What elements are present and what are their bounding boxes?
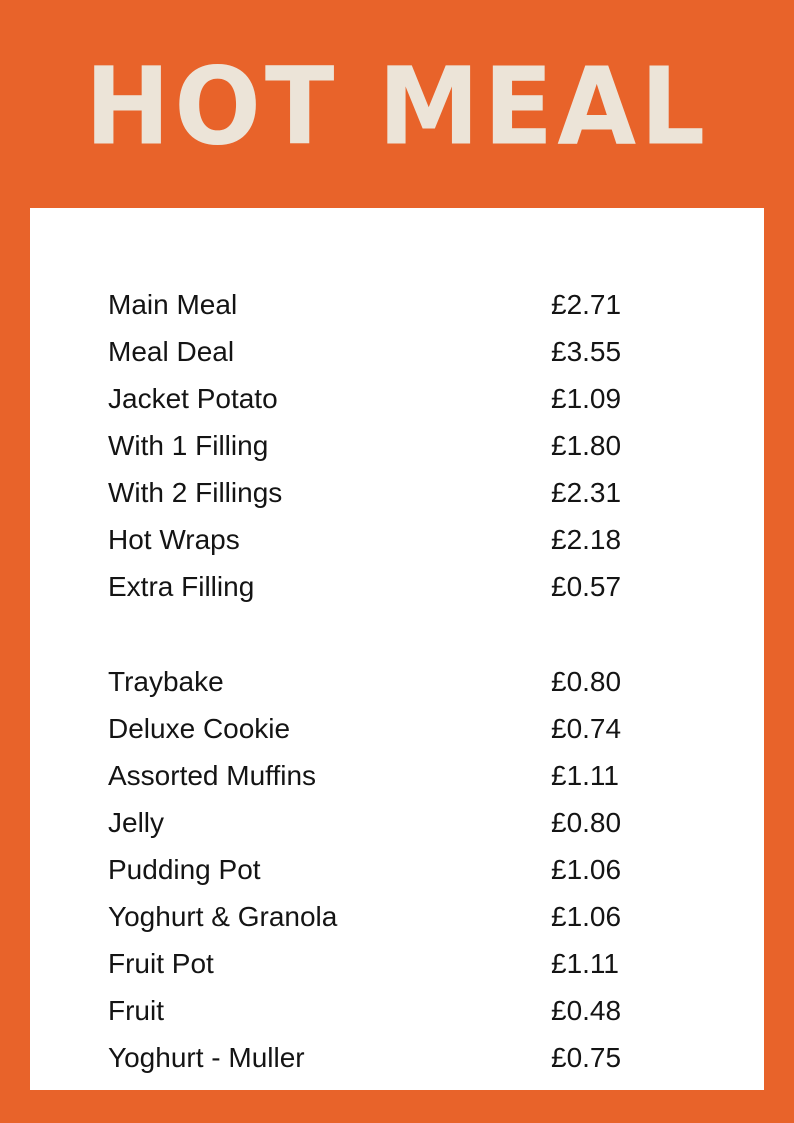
menu-item [108,853,648,900]
menu-item [108,1041,648,1088]
item-name: Fruit [108,995,164,1026]
item-price: £0.75 [551,1042,622,1073]
menu-panel [30,208,764,1090]
menu-item [108,288,648,335]
item-name: Main Meal [108,289,238,320]
item-price: £1.80 [551,430,622,461]
item-price: £0.57 [551,571,622,602]
item-name: Fruit Pot [108,948,214,979]
item-name: Jacket Potato [108,383,278,414]
menu-item [108,382,648,429]
item-price: £2.71 [551,289,622,320]
item-price: £1.06 [551,901,622,932]
item-name: With 2 Fillings [108,477,283,508]
item-price: £0.80 [551,666,622,697]
item-name: With 1 Filling [108,430,269,461]
item-price: £2.18 [551,524,622,555]
item-price: £1.11 [551,948,619,979]
menu-item [108,900,648,947]
menu-item [108,429,648,476]
menu-item [108,476,648,523]
item-price: £1.09 [551,383,622,414]
item-price: £0.74 [551,713,622,744]
page-title: HOT MEAL [84,45,710,170]
item-name: Meal Deal [108,336,235,367]
menu-list [108,288,648,1088]
menu-item [108,570,648,617]
item-name: Extra Filling [108,571,255,602]
menu-item [108,335,648,382]
item-name: Hot Wraps [108,524,240,555]
item-name: Traybake [108,666,224,697]
item-price: £1.06 [551,854,622,885]
item-price: £0.80 [551,807,622,838]
menu-item [108,523,648,570]
item-name: Yoghurt - Muller [108,1042,305,1073]
menu-item [108,947,648,994]
item-name: Jelly [108,807,165,838]
section-divider [108,617,648,665]
item-price: £3.55 [551,336,622,367]
item-name: Pudding Pot [108,854,261,885]
item-price: £1.11 [551,760,619,791]
menu-item [108,712,648,759]
menu-item [108,759,648,806]
menu-item [108,806,648,853]
menu-item [108,994,648,1041]
item-name: Yoghurt & Granola [108,901,338,932]
item-price: £0.48 [551,995,622,1026]
menu-item [108,665,648,712]
item-price: £2.31 [551,477,622,508]
item-name: Deluxe Cookie [108,713,291,744]
item-name: Assorted Muffins [108,760,317,791]
